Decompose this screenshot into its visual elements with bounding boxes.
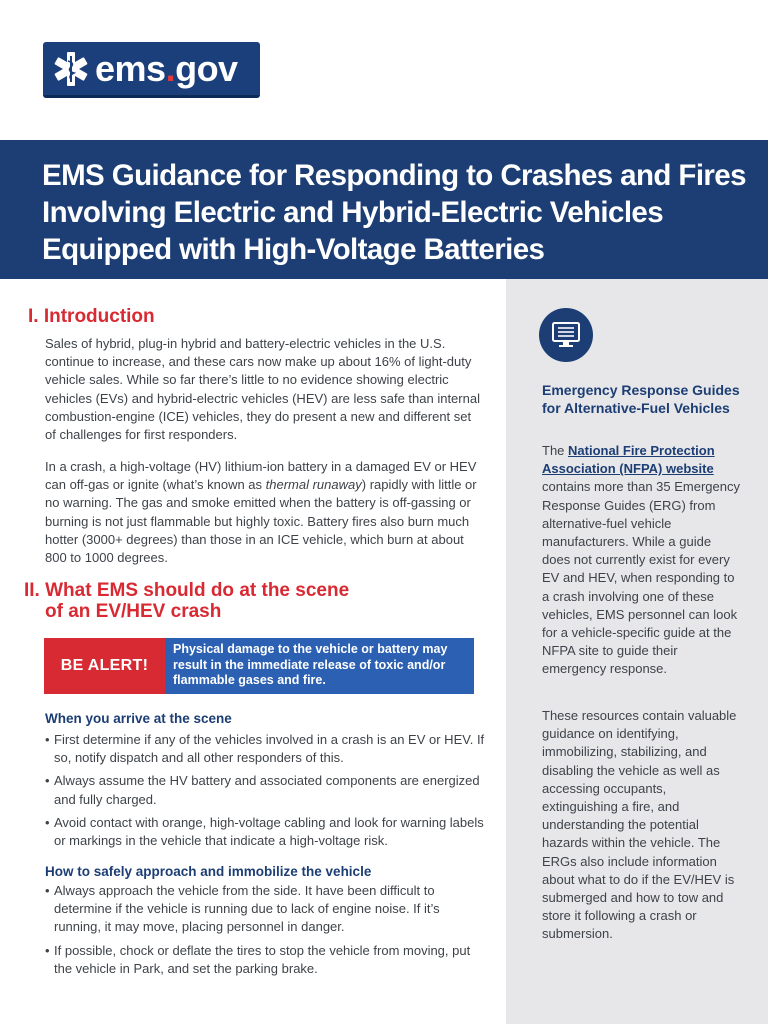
computer-monitor-icon	[539, 308, 593, 362]
erg-sidebar	[506, 279, 768, 1024]
sidebar-paragraph-1	[542, 442, 742, 679]
introduction-paragraph-2	[45, 458, 485, 567]
arrive-bullet-list	[45, 731, 485, 855]
intro-p2-text-a: In a crash, a high-voltage (HV) lithium-ion battery in a damaged EV or HEV can off-gas or ignite (what’s known as	[45, 459, 477, 493]
logo-suffix: gov	[175, 47, 238, 89]
approach-bullet-list	[45, 882, 485, 983]
ems-gov-logo[interactable]	[43, 42, 260, 98]
be-alert-text: Physical damage to the vehicle or battery may result in the immediate release of toxic and/or flammable gases and fire.	[165, 638, 474, 694]
scene-heading-line-2: of an EV/HEV crash	[45, 601, 222, 622]
introduction-paragraph-1: Sales of hybrid, plug-in hybrid and battery-electric vehicles in the U.S. continue to increase, and these cars now make up about 16% of light-duty vehicle sales. While so far there’s little to no evidence showing electric vehicles (EVs) and hybrid-electric vehicles (HEV) are less safe than internal combustion-engine (ICE) vehicles, they do present a new and different set of challenges for first responders.	[45, 336, 480, 443]
sidebar-paragraph-2: These resources contain valuable guidance on identifying, immobilizing, stabilizing, and disabling the vehicle as well as accessing occupants, extinguishing a fire, and understanding the potential hazards within the vehicle. The ERGs also include information about what to do if the EV/HEV is submerged and how to tow and store it following a crash or submersion.	[542, 708, 737, 942]
intro-p2-text-b: ) rapidly with little or no warning. The gas and smoke emitted when the battery is off-gassing or burning is not just flammable but highly toxic. Battery fires also burn much hotter (3000+ degrees) than those in an ICE vehicle, which burn at about 800 to 1000 degrees.	[45, 477, 477, 566]
nfpa-website-link[interactable]: National Fire Protection Association (NFPA) website	[542, 443, 715, 477]
sidebar-p1-the: The	[542, 443, 569, 458]
star-of-life-icon	[51, 49, 91, 89]
logo-prefix: ems	[95, 47, 166, 89]
sidebar-title: Emergency Response Guides for Alternative-Fuel Vehicles	[542, 382, 740, 416]
scene-heading-line-1: II. What EMS should do at the scene	[24, 580, 350, 601]
logo-wordmark	[95, 47, 238, 89]
arrive-bullet: • Always assume the HV battery and associated components are energized and fully charged.	[45, 772, 485, 808]
logo-dot: .	[165, 47, 176, 89]
approach-bullet: • If possible, chock or deflate the tires to stop the vehicle from moving, put the vehicle in Park, and set the parking brake.	[45, 942, 485, 978]
sidebar-p1-rest: contains more than 35 Emergency Response Guides (ERG) from alternative-fuel vehicle manufacturers. While a guide does not currently exist for every EV and HEV, when responding to a crash involving one of these vehicles, EMS personnel can look for a vehicle-specific guide at the NFPA site to guide their emergency response.	[542, 479, 740, 677]
introduction-heading: I. Introduction	[28, 306, 155, 327]
arrive-heading: When you arrive at the scene	[45, 711, 232, 726]
scene-heading	[24, 580, 349, 622]
title-banner	[0, 140, 768, 279]
be-alert-callout	[44, 638, 474, 694]
approach-bullet: • Always approach the vehicle from the side. It have been difficult to determine if the vehicle is running due to lack of engine noise. If it’s running, it may move, placing personnel in danger.	[45, 882, 485, 937]
page-title: EMS Guidance for Responding to Crashes and Fires Involving Electric and Hybrid-Electric Vehicles Equipped with High-Voltage Batteries	[42, 159, 746, 266]
thermal-runaway-term: thermal runaway	[265, 477, 362, 493]
arrive-bullet: • Avoid contact with orange, high-voltage cabling and look for warning labels or markings in the vehicle that indicate a high-voltage risk.	[45, 814, 485, 850]
arrive-bullet: • First determine if any of the vehicles involved in a crash is an EV or HEV. If so, notify dispatch and all other responders of this.	[45, 731, 485, 767]
be-alert-label: BE ALERT!	[44, 638, 165, 694]
approach-heading: How to safely approach and immobilize the vehicle	[45, 864, 372, 879]
